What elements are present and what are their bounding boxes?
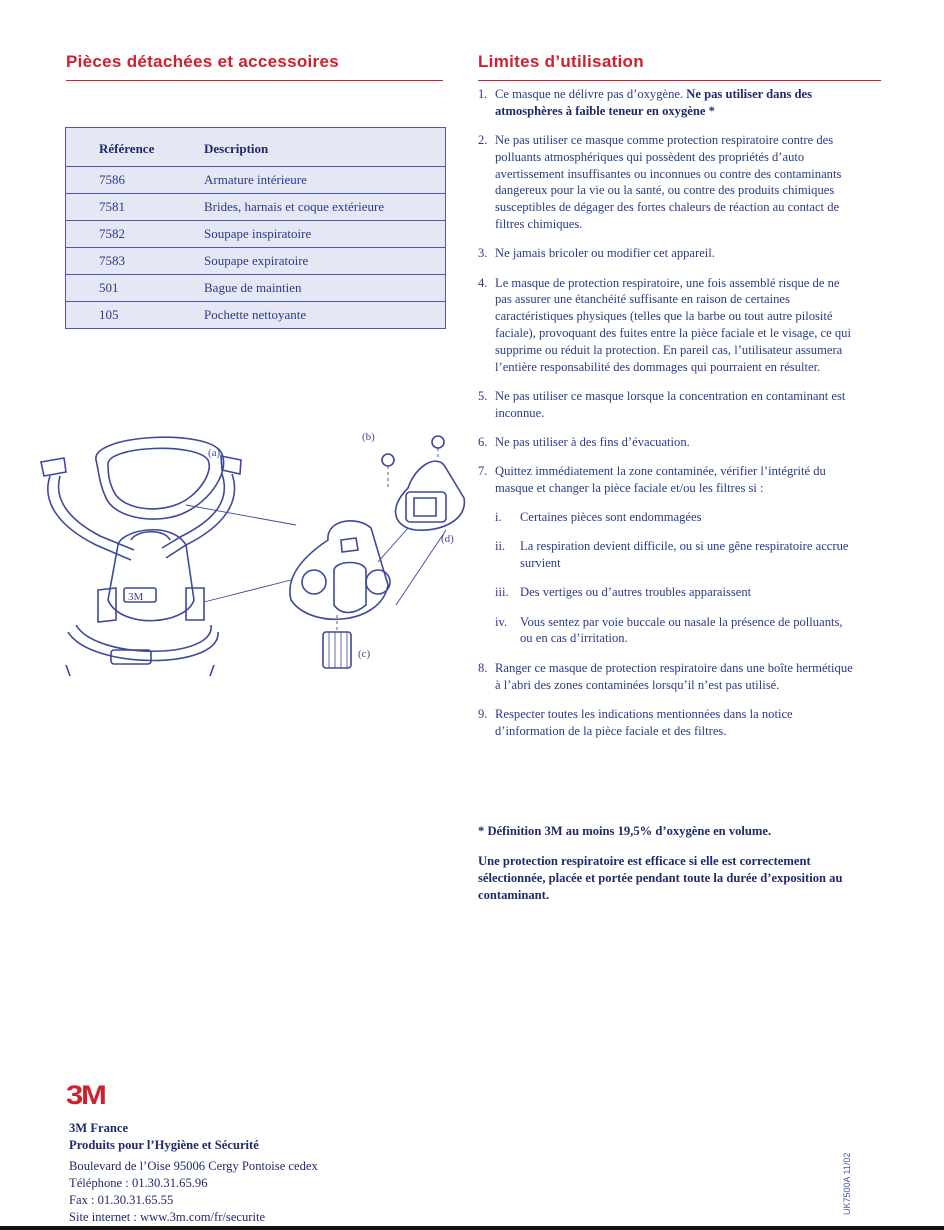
- list-item: [478, 434, 853, 451]
- sub-item-number: iii.: [495, 585, 509, 600]
- sub-list-item: [495, 509, 853, 526]
- item-text: Ne pas utiliser ce masque comme protection respiratoire contre des polluants atmosphériques qui possèdent des propriétés d’auto avertissement insuffisantes ou inconnues ou contre des contaminants dangereux pour la vie ou la santé, ou contre des produits chimiques susceptibles de dégager des fortes chaleurs de réaction au contact de filtres chimiques.: [495, 133, 842, 232]
- mask-exploded-diagram: [36, 420, 466, 685]
- list-item: [478, 132, 853, 233]
- cell-description: Bague de maintien: [204, 275, 446, 302]
- item-text: Ce masque ne délivre pas d’oxygène.: [495, 87, 687, 101]
- list-item: [478, 463, 853, 647]
- usage-limits-list: [478, 86, 853, 752]
- sub-list-item: [495, 584, 853, 601]
- table-row: [66, 221, 446, 248]
- item-text: Quittez immédiatement la zone contaminée, vérifier l’intégrité du masque et changer la pièce faciale et/ou les filtres si :: [495, 464, 826, 496]
- item-number: 2.: [478, 133, 488, 148]
- title-rule: [66, 80, 443, 81]
- item-text: Ranger ce masque de protection respiratoire dans une boîte hermétique à l’abri des zones contaminées lorsqu’il n’est pas utilisé.: [495, 660, 853, 692]
- company-division: Produits pour l’Hygiène et Sécurité: [69, 1138, 259, 1152]
- conditions-sublist: [495, 509, 853, 647]
- label-b: (b): [362, 431, 375, 443]
- mask-brand-label: 3M: [128, 591, 144, 603]
- item-text: Ne jamais bricoler ou modifier cet appareil.: [495, 246, 715, 261]
- list-item: [478, 660, 853, 694]
- label-d: (d): [441, 533, 454, 545]
- sub-item-text: La respiration devient difficile, ou si une gêne respiratoire accrue survient: [520, 539, 849, 571]
- sub-item-number: iv.: [495, 614, 508, 629]
- item-text: Ne pas utiliser ce masque lorsque la concentration en contaminant est inconnue.: [495, 388, 846, 420]
- item-number: 5.: [478, 388, 488, 403]
- table-row: [66, 248, 446, 275]
- item-text: Le masque de protection respiratoire, une fois assemblé risque de ne pas assurer une étanchéité suffisante en raison de certaines caractéristiques physiques (telles que la barbe ou tout autre pilosité faciale), provoquant des fuites entre la pièce faciale et le visage, ce qui supprime ou réduit la protection. En pareil cas, l’utilisateur assumera l’entière responsabilité des dommages qui pourraient en résulter.: [495, 275, 851, 374]
- sub-item-text: Certaines pièces sont endommagées: [520, 509, 702, 524]
- list-item: [478, 275, 853, 376]
- sub-item-number: ii.: [495, 539, 506, 554]
- phone-number: Téléphone : 01.30.31.65.96: [69, 1176, 208, 1190]
- table-row: [66, 302, 446, 329]
- table-row: [66, 275, 446, 302]
- bottom-edge-bar: [0, 1226, 944, 1230]
- list-item: [478, 388, 853, 422]
- column-header-reference: Référence: [66, 128, 205, 167]
- section-title-spare-parts: Pièces détachées et accessoires: [66, 52, 339, 71]
- list-item: [478, 86, 853, 120]
- effectiveness-note: Une protection respiratoire est efficace si elle est correctement sélectionnée, placée et portée pendant toute la durée d’exposition au contaminant.: [478, 854, 843, 902]
- cell-reference: 7586: [66, 167, 205, 194]
- company-name: 3M France: [69, 1121, 129, 1135]
- sub-item-text: Des vertiges ou d’autres troubles apparaissent: [520, 585, 752, 600]
- parts-table: [65, 127, 446, 329]
- list-item: [478, 706, 853, 740]
- company-address-block: [69, 1120, 318, 1226]
- website-link[interactable]: Site internet : www.3m.com/fr/securite: [69, 1210, 266, 1224]
- sub-item-text: Vous sentez par voie buccale ou nasale la présence de polluants, ou en cas d’irritation.: [520, 614, 843, 646]
- oxygen-definition-note: * Définition 3M au moins 19,5% d’oxygène en volume.: [478, 824, 772, 838]
- document-code: UK7500A 11/02: [842, 1152, 852, 1215]
- 3m-logo: 3M: [66, 1080, 105, 1110]
- table-row: [66, 167, 446, 194]
- item-number: 8.: [478, 660, 488, 675]
- item-warning-text: Ne pas utiliser dans des atmosphères à faible teneur en oxygène *: [495, 87, 813, 118]
- label-a: (a): [208, 447, 221, 459]
- item-number: 1.: [478, 87, 488, 101]
- fax-number: Fax : 01.30.31.65.55: [69, 1193, 174, 1207]
- cell-description: Pochette nettoyante: [204, 307, 307, 322]
- cell-description: Soupape inspiratoire: [204, 221, 446, 248]
- section-title-limits: Limites d’utilisation: [478, 52, 644, 71]
- table-header-row: [66, 128, 446, 167]
- title-rule: [478, 80, 881, 81]
- item-number: 7.: [478, 464, 488, 479]
- item-number: 3.: [478, 246, 488, 261]
- item-number: 4.: [478, 275, 488, 290]
- item-text: Ne pas utiliser à des fins d’évacuation.: [495, 435, 690, 450]
- sub-list-item: [495, 614, 853, 648]
- cell-reference: 105: [99, 307, 119, 322]
- cell-reference: 7583: [66, 248, 205, 275]
- cell-reference: 501: [66, 275, 205, 302]
- item-number: 9.: [478, 706, 488, 721]
- sub-item-number: i.: [495, 509, 502, 524]
- item-text: Respecter toutes les indications mentionnées dans la notice d’information de la pièce faciale et des filtres.: [495, 706, 793, 738]
- cell-description: Soupape expiratoire: [204, 248, 446, 275]
- table-row: [66, 194, 446, 221]
- cell-reference: 7581: [66, 194, 205, 221]
- label-c: (c): [358, 648, 371, 660]
- sub-list-item: [495, 538, 853, 572]
- column-header-description: Description: [204, 128, 446, 167]
- list-item: [478, 245, 853, 262]
- street-address: Boulevard de l’Oise 95006 Cergy Pontoise cedex: [69, 1159, 318, 1173]
- cell-description: Armature intérieure: [204, 167, 446, 194]
- cell-description: Brides, harnais et coque extérieure: [204, 194, 446, 221]
- cell-reference: 7582: [66, 221, 205, 248]
- item-number: 6.: [478, 435, 488, 450]
